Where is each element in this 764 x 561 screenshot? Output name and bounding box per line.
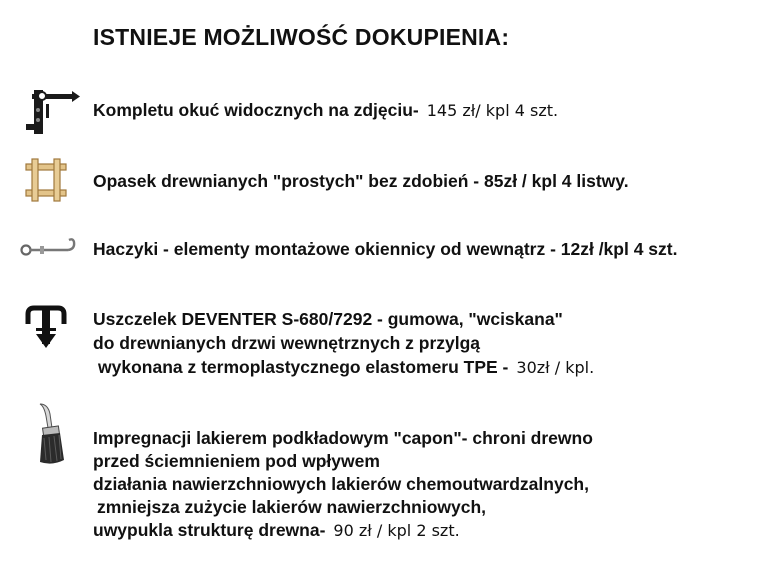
item-5-line-3: działania nawierzchniowych lakierów chemoutwardzalnych,	[93, 474, 589, 494]
item-5-line-5: uwypukla strukturę drewna-	[93, 520, 326, 540]
item-4-text-last	[98, 357, 594, 378]
item-4-line-3: wykonana z termoplastycznego elastomeru TPE -	[98, 357, 509, 377]
item-1-price: 145 zł/ kpl 4 szt.	[426, 101, 559, 120]
hook-icon	[20, 236, 78, 260]
item-3-line-1: Haczyki - elementy montażowe okiennicy od wewnątrz - 12zł /kpl 4 szt.	[93, 239, 678, 259]
item-4-line-1: Uszczelek DEVENTER S-680/7292 - gumowa, "wciskana"	[93, 309, 563, 329]
paint-brush-icon	[30, 402, 70, 466]
item-3-text	[93, 239, 677, 260]
item-5-line-1: Impregnacji lakierem podkładowym "capon"- chroni drewno	[93, 428, 593, 448]
item-2-text	[93, 171, 629, 192]
hinge-hardware-icon	[22, 88, 80, 136]
rubber-seal-profile-icon	[24, 304, 68, 352]
item-5-price: 90 zł / kpl 2 szt.	[333, 521, 460, 540]
item-1-text	[93, 100, 558, 121]
item-5-text-last	[93, 520, 460, 541]
page-title: ISTNIEJE MOŻLIWOŚĆ DOKUPIENIA:	[93, 24, 510, 50]
item-5-line-2: przed ściemnieniem pod wpływem	[93, 451, 380, 471]
item-4-line-2: do drewnianych drzwi wewnętrznych z przylgą	[93, 333, 481, 353]
item-2-line-1: Opasek drewnianych "prostych" bez zdobień - 85zł / kpl 4 listwy.	[93, 171, 629, 191]
wooden-frame-icon	[24, 158, 68, 202]
item-4-price: 30zł / kpl.	[516, 358, 595, 377]
item-1-line-1: Kompletu okuć widocznych na zdjęciu-	[93, 100, 419, 120]
item-5-line-4: zmniejsza zużycie lakierów nawierzchniowych,	[97, 497, 487, 517]
